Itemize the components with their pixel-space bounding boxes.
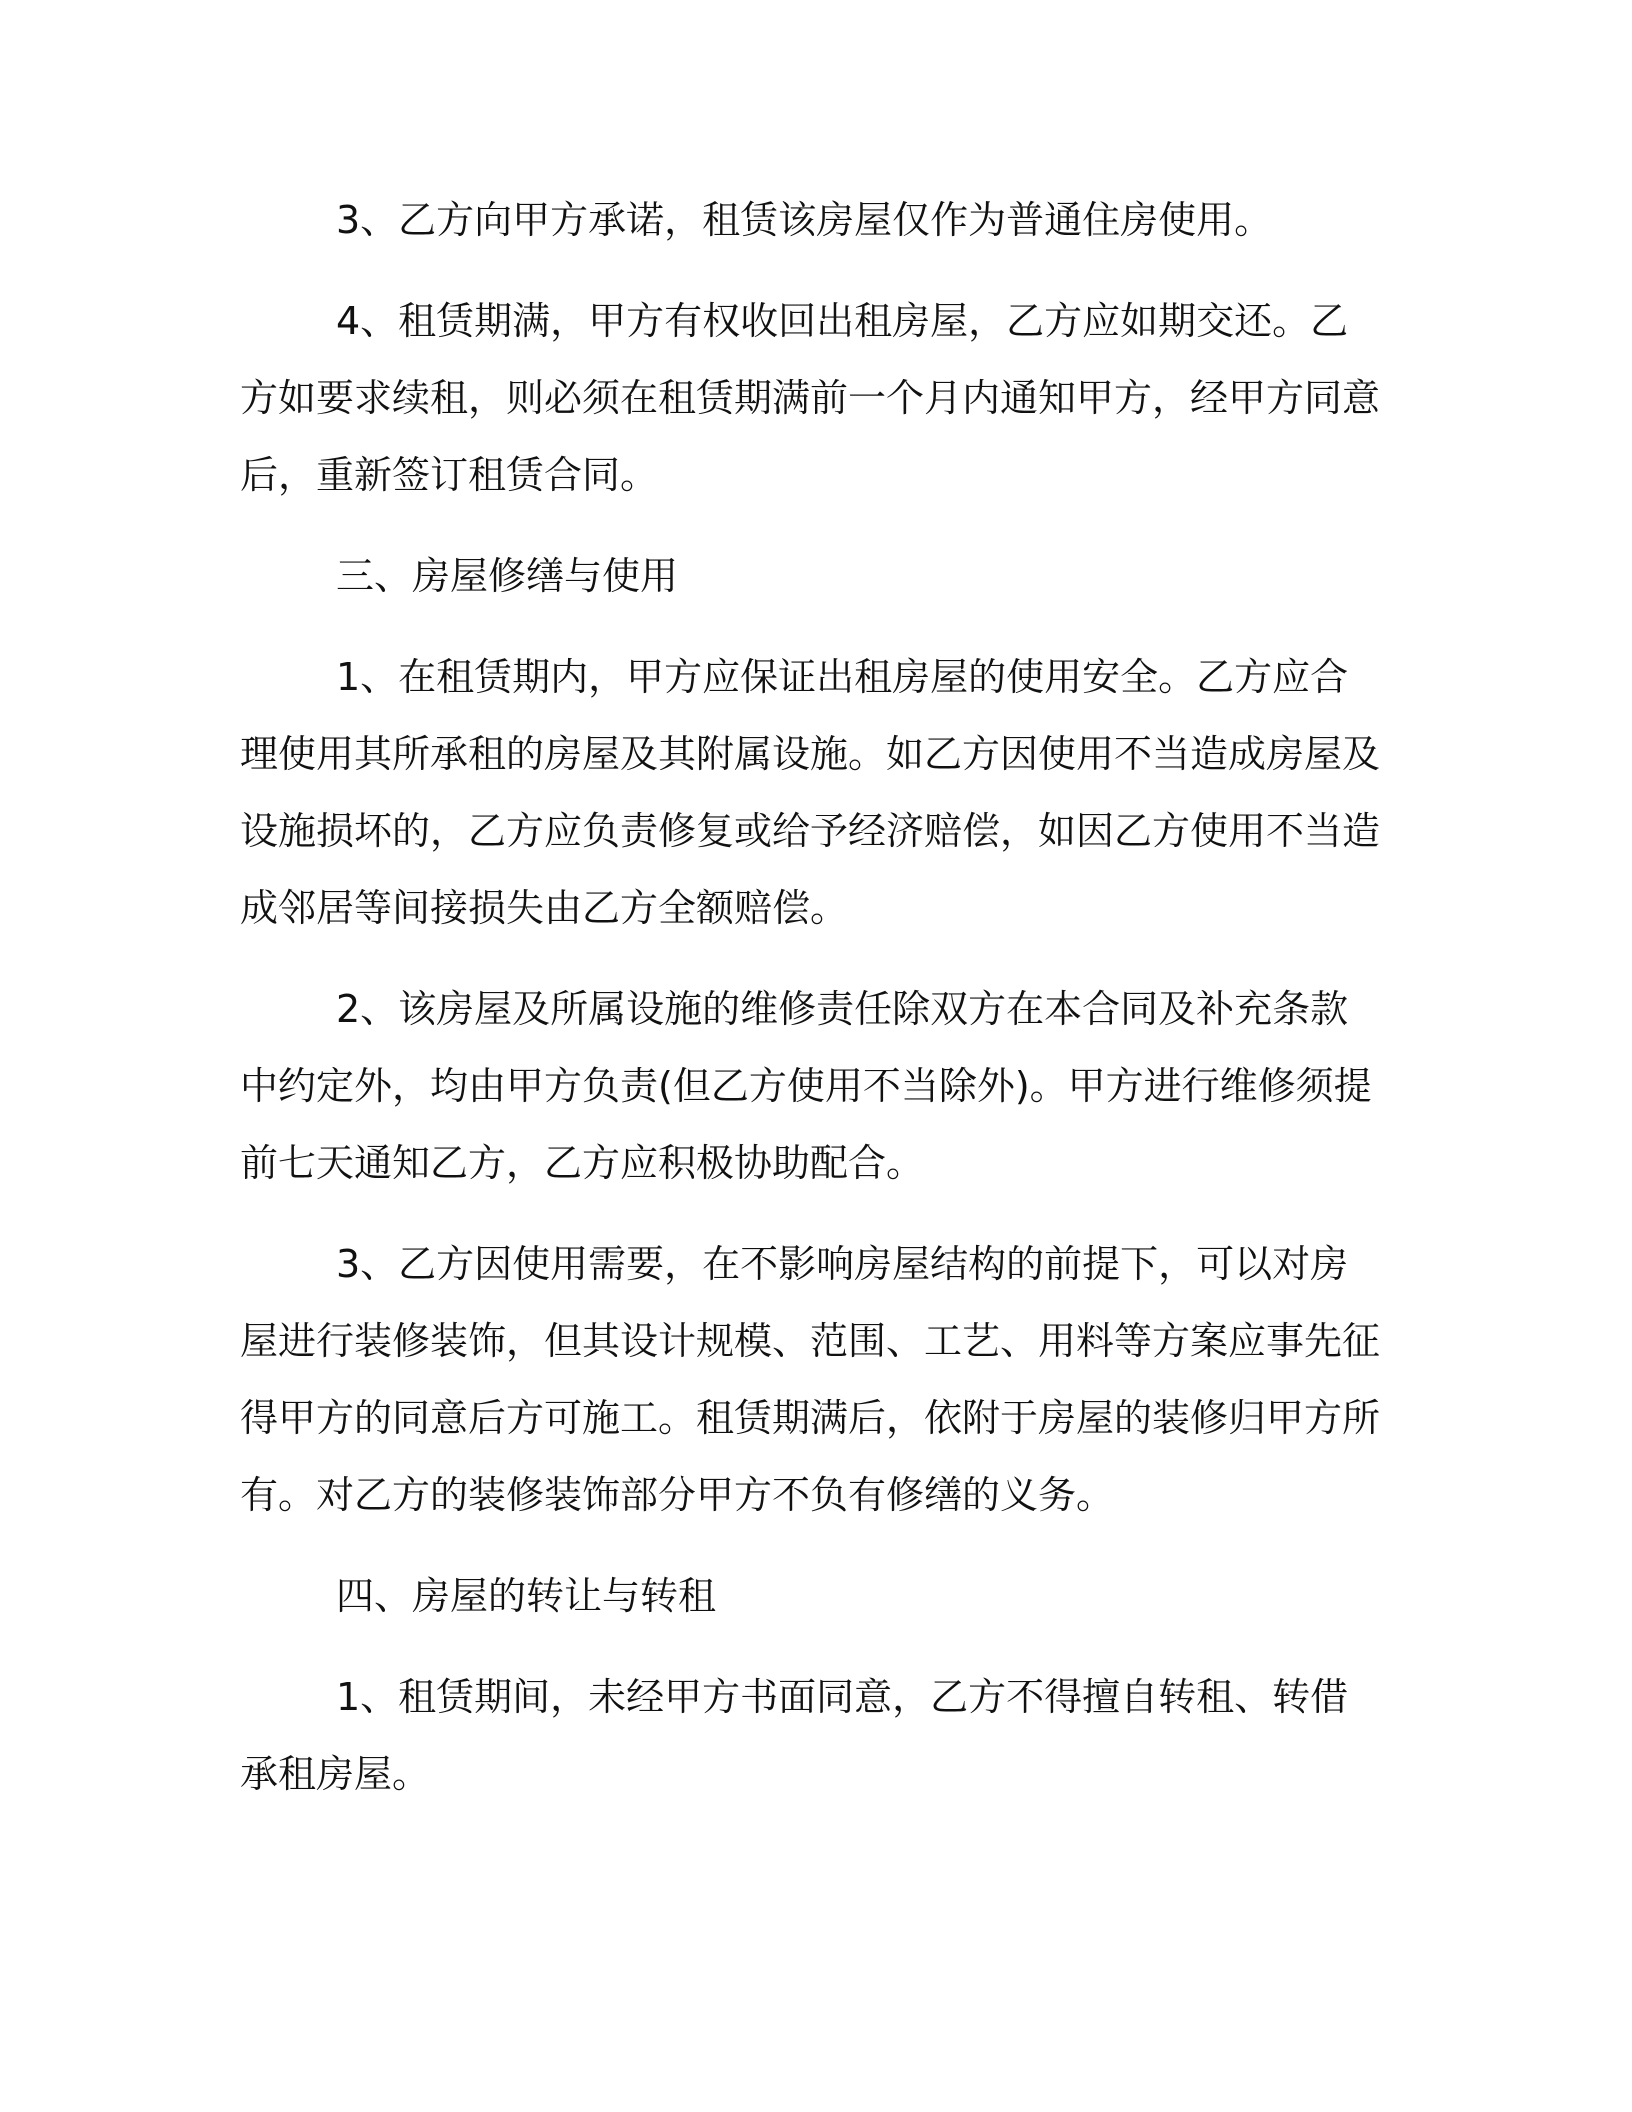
clause-3-1: 1、在租赁期内，甲方应保证出租房屋的使用安全。乙方应合理使用其所承租的房屋及其附属设施。如乙方因使用不当造成房屋及设施损坏的，乙方应负责修复或给予经济赔偿，如因乙方使用不当造成邻居等间接损失由乙方全额赔偿。 — [240, 655, 1381, 930]
clause-2-3: 3、乙方向甲方承诺，租赁该房屋仅作为普通住房使用。 — [336, 198, 1273, 242]
section-heading-4: 四、房屋的转让与转租 — [336, 1574, 717, 1618]
section-heading-3: 三、房屋修缮与使用 — [336, 554, 679, 598]
clause-3-2: 2、该房屋及所属设施的维修责任除双方在本合同及补充条款中约定外，均由甲方负责(但乙方使用不当除外)。甲方进行维修须提前七天通知乙方，乙方应积极协助配合。 — [240, 987, 1372, 1185]
document-body — [240, 182, 1386, 1813]
clause-3-3: 3、乙方因使用需要，在不影响房屋结构的前提下，可以对房屋进行装修装饰，但其设计规模、范围、工艺、用料等方案应事先征得甲方的同意后方可施工。租赁期满后，依附于房屋的装修归甲方所有。对乙方的装修装饰部分甲方不负有修缮的义务。 — [240, 1242, 1381, 1517]
clause-2-4: 4、租赁期满，甲方有权收回出租房屋，乙方应如期交还。乙方如要求续租，则必须在租赁期满前一个月内通知甲方，经甲方同意后，重新签订租赁合同。 — [240, 299, 1381, 497]
clause-4-1: 1、租赁期间，未经甲方书面同意，乙方不得擅自转租、转借承租房屋。 — [240, 1675, 1349, 1796]
